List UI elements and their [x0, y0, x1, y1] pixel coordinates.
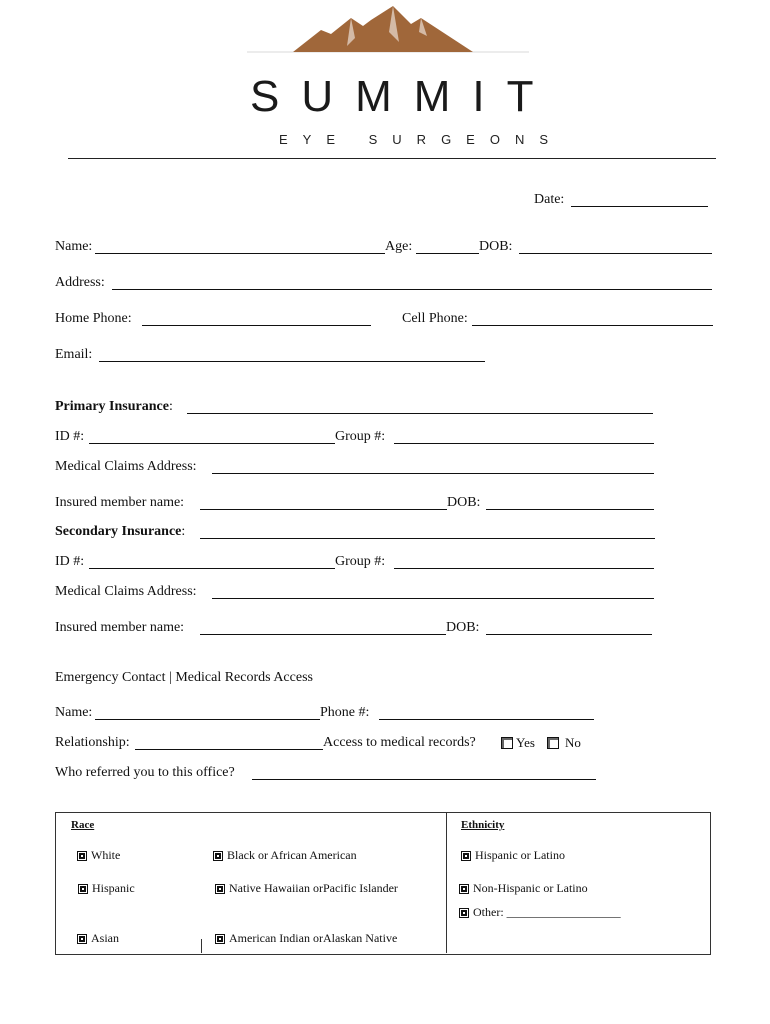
primary-claims-address-field[interactable] — [212, 458, 654, 474]
referral-field[interactable] — [252, 764, 596, 780]
race-option-white[interactable]: White — [77, 848, 120, 863]
emergency-name-label: Name: — [55, 705, 93, 720]
race-option-american-indian[interactable]: American Indian orAlaskan Native — [215, 931, 397, 946]
table-divider-left — [201, 939, 202, 953]
secondary-member-name-field[interactable] — [200, 619, 446, 635]
primary-insurance-label: Primary Insurance: — [55, 399, 173, 414]
race-heading: Race — [71, 819, 95, 831]
primary-id-field[interactable] — [89, 428, 335, 444]
relationship-field[interactable] — [135, 734, 323, 750]
checkbox-icon[interactable] — [77, 934, 87, 944]
name-label: Name: — [55, 239, 93, 254]
secondary-claims-address-field[interactable] — [212, 583, 654, 599]
brand-name: SUMMIT — [250, 72, 556, 121]
race-option-native-hawaiian[interactable]: Native Hawaiian orPacific Islander — [215, 881, 398, 896]
checkbox-icon[interactable] — [215, 884, 225, 894]
ethnicity-option-non-hispanic[interactable]: Non-Hispanic or Latino — [459, 881, 588, 896]
secondary-dob-label: DOB: — [446, 620, 480, 635]
secondary-insurance-field[interactable] — [200, 523, 655, 539]
primary-insurance-field[interactable] — [187, 398, 653, 414]
email-label: Email: — [55, 347, 93, 362]
records-access-label: Access to medical records? — [323, 735, 476, 750]
checkbox-icon[interactable] — [78, 884, 88, 894]
checkbox-icon[interactable] — [77, 851, 87, 861]
address-label: Address: — [55, 275, 105, 290]
name-field[interactable] — [95, 238, 385, 254]
secondary-group-label: Group #: — [335, 554, 386, 569]
ethnicity-heading: Ethnicity — [461, 819, 505, 831]
cell-phone-field[interactable] — [472, 310, 713, 326]
race-option-hispanic[interactable]: Hispanic — [78, 881, 135, 896]
secondary-claims-address-label: Medical Claims Address: — [55, 584, 197, 599]
cell-phone-label: Cell Phone: — [402, 311, 468, 326]
secondary-id-field[interactable] — [89, 553, 335, 569]
primary-id-label: ID #: — [55, 429, 85, 444]
primary-group-label: Group #: — [335, 429, 386, 444]
secondary-dob-field[interactable] — [486, 619, 652, 635]
checkbox-icon[interactable] — [461, 851, 471, 861]
date-label: Date: — [534, 192, 565, 207]
emergency-name-field[interactable] — [95, 704, 320, 720]
dob-field[interactable] — [519, 238, 712, 254]
checkbox-icon[interactable] — [459, 884, 469, 894]
age-label: Age: — [385, 239, 413, 254]
referral-label: Who referred you to this office? — [55, 765, 235, 780]
primary-dob-field[interactable] — [486, 494, 654, 510]
yes-label: Yes — [516, 735, 535, 750]
yes-checkbox-icon[interactable] — [501, 737, 513, 749]
relationship-label: Relationship: — [55, 735, 130, 750]
primary-member-name-field[interactable] — [200, 494, 447, 510]
secondary-id-label: ID #: — [55, 554, 85, 569]
primary-dob-label: DOB: — [447, 495, 481, 510]
date-field[interactable] — [571, 191, 708, 207]
primary-group-field[interactable] — [394, 428, 654, 444]
ethnicity-option-other[interactable]: Other: ___________________ — [459, 905, 621, 920]
emergency-phone-field[interactable] — [379, 704, 594, 720]
no-checkbox-icon[interactable] — [547, 737, 559, 749]
primary-claims-address-label: Medical Claims Address: — [55, 459, 197, 474]
home-phone-label: Home Phone: — [55, 311, 132, 326]
records-access-no[interactable] — [543, 735, 581, 751]
checkbox-icon[interactable] — [459, 908, 469, 918]
secondary-insurance-label: Secondary Insurance: — [55, 524, 186, 539]
emergency-heading: Emergency Contact | Medical Records Access — [55, 670, 313, 685]
mountain-logo-icon — [243, 2, 533, 58]
header-divider — [68, 158, 716, 159]
email-field[interactable] — [99, 346, 485, 362]
brand-tagline: EYE SURGEONS — [279, 132, 564, 147]
race-option-black[interactable]: Black or African American — [213, 848, 357, 863]
no-label: No — [565, 735, 581, 750]
other-blank[interactable]: ___________________ — [506, 905, 621, 919]
ethnicity-option-hispanic[interactable]: Hispanic or Latino — [461, 848, 565, 863]
checkbox-icon[interactable] — [213, 851, 223, 861]
race-option-asian[interactable]: Asian — [77, 931, 119, 946]
home-phone-field[interactable] — [142, 310, 371, 326]
emergency-phone-label: Phone #: — [320, 705, 370, 720]
dob-label: DOB: — [479, 239, 513, 254]
records-access-yes[interactable] — [497, 735, 535, 751]
checkbox-icon[interactable] — [215, 934, 225, 944]
age-field[interactable] — [416, 238, 479, 254]
address-field[interactable] — [112, 274, 712, 290]
primary-member-name-label: Insured member name: — [55, 495, 185, 510]
secondary-group-field[interactable] — [394, 553, 654, 569]
secondary-member-name-label: Insured member name: — [55, 620, 185, 635]
table-divider-right — [446, 812, 447, 953]
